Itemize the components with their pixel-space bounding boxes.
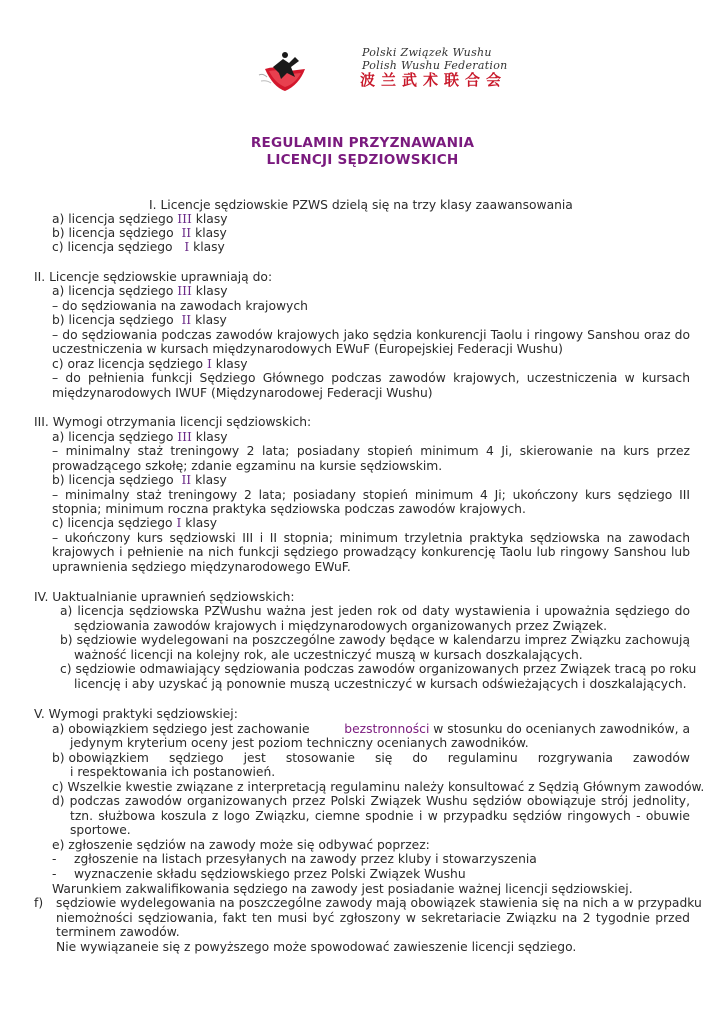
section-1-item-b: b) licencja sędziego II klasy: [52, 226, 227, 240]
section-3-item-c-desc-3: uprawnienia sędziego międzynarodowego EWuF.: [52, 560, 351, 574]
section-5-item-b-1: [52, 751, 690, 766]
section-5-item-f-label: f): [34, 896, 44, 910]
section-5-heading: V. Wymogi praktyki sędziowskiej:: [34, 707, 238, 721]
section-2-item-c-desc-2: międzynarodowych IWUF (Międzynarodowej Federacji Wushu): [52, 386, 433, 400]
section-4-item-c-2: licencję i aby uzyskać ją ponownie muszą uczestniczyć w kursach odświeżających i doszkalających.: [74, 677, 687, 691]
org-name-chinese: 波兰武术联合会: [360, 71, 508, 89]
section-5-item-e-note: Warunkiem zakwalifikowania sędziego na zawody jest posiadanie ważnej licencji sędziowskiej.: [52, 882, 633, 896]
section-3-item-c-desc-2: krajowych i pełnienie na nich funkcji sędziego prowadzący konkurencję Taolu lub ringowy Sanshou lub: [52, 545, 690, 559]
section-5-item-d-1: d) podczas zawodów organizowanych przez Polski Związek Wushu sędziów obowiązuje strój jednolity,: [52, 794, 690, 808]
section-4-heading: IV. Uaktualnianie uprawnień sędziowskich:: [34, 590, 295, 604]
section-4-item-b-1: b) sędziowie wydelegowani na poszczególne zawody będące w kalendarzu imprez Związku zachowują: [60, 633, 690, 647]
section-3-item-a: a) licencja sędziego III klasy: [52, 430, 228, 444]
section-5-item-b-1-word: b) obowiązkiem: [52, 751, 149, 765]
section-5-item-b-1-word: do: [412, 751, 428, 765]
section-3-item-b: b) licencja sędziego II klasy: [52, 473, 227, 487]
section-5-item-e-bullet-1: zgłoszenie na listach przesyłanych na zawody przez kluby i stowarzyszenia: [74, 852, 537, 866]
section-2-item-c-desc-1: – do pełnienia funkcji Sędziego Głównego podczas zawodów krajowych, uczestniczenia w kursach: [52, 371, 690, 385]
section-1-item-a: a) licencja sędziego III klasy: [52, 212, 228, 226]
section-2-item-a-desc: – do sędziowania na zawodach krajowych: [52, 299, 308, 313]
section-5-item-f-3: terminem zawodów.: [56, 925, 180, 939]
section-5-item-c: c) Wszelkie kwestie związane z interpretacją regulaminu należy konsultować z Sędzią Głównym zawodów.: [52, 780, 705, 794]
section-2-item-c: c) oraz licencja sędziego I klasy: [52, 357, 248, 371]
section-3-item-a-desc-2: prowadzącego szkołę; zdanie egzaminu na kursie sędziowskim.: [52, 459, 443, 473]
section-5-item-e-bullet-1-dash: -: [52, 852, 57, 866]
page-title-line-2: LICENCJI SĘDZIOWSKICH: [266, 152, 459, 168]
section-3-item-b-desc-1: – minimalny staż treningowy 2 lata; posiadany stopień minimum 4 Ji; ukończony kurs sędziego III: [52, 488, 690, 502]
section-5-item-b-1-word: się: [374, 751, 393, 765]
section-5-item-a-1: a) obowiązkiem sędziego jest zachowanie bezstronności w stosunku do ocenianych zawodników, a: [52, 722, 690, 736]
section-5-item-e: e) zgłoszenie sędziów na zawody może się odbywać poprzez:: [52, 838, 430, 852]
section-3-item-a-desc-1: – minimalny staż treningowy 2 lata; posiadany stopień minimum 4 Ji, skierowanie na kurs przez: [52, 444, 690, 458]
section-1-heading: I. Licencje sędziowskie PZWS dzielą się na trzy klasy zaawansowania: [149, 198, 573, 212]
section-3-heading: III. Wymogi otrzymania licencji sędziowskich:: [34, 415, 312, 429]
section-5-item-b-2: i respektowania ich postanowień.: [70, 765, 276, 779]
section-2-item-b-desc-1: – do sędziowania podczas zawodów krajowych jako sędzia konkurencji Taolu i ringowy Sanshou oraz do: [52, 328, 690, 342]
section-5-item-e-bullet-2-dash: -: [52, 867, 57, 881]
section-5-item-e-bullet-2: wyznaczenie składu sędziowskiego przez Polski Związek Wushu: [74, 867, 466, 881]
section-5-item-b-1-word: rozgrywania: [537, 751, 613, 765]
org-name-polish: Polski Związek Wushu: [362, 46, 492, 59]
section-5-item-f-4: Nie wywiązaneie się z powyższego może spowodować zawieszenie licencji sędziego.: [56, 940, 577, 954]
section-4-item-c-1: c) sędziowie odmawiający sędziowania podczas zawodów organizowanych przez Związek tracą po roku: [60, 662, 697, 676]
section-5-item-b-1-word: regulaminu: [447, 751, 518, 765]
section-5-item-f-2: niemożności sędziowania, fakt ten musi być zgłoszony w sekretariacie Związku na 2 tygodnie przed: [56, 911, 690, 925]
section-5-item-d-3: sportowe.: [70, 823, 131, 837]
section-2-item-b: b) licencja sędziego II klasy: [52, 313, 227, 327]
section-4-item-a-2: sędziowania zawodów krajowych i międzynarodowych organizowanych przez Związek.: [74, 619, 608, 633]
section-5-item-b-1-word: zawodów: [633, 751, 690, 765]
federation-logo: [255, 42, 515, 102]
section-3-item-b-desc-2: stopnia; minimum roczna praktyka sędziowska podczas zawodów krajowych.: [52, 502, 526, 516]
section-4-item-a-1: a) licencja sędziowska PZWushu ważna jest jeden rok od daty wystawienia i upoważnia sędziego do: [60, 604, 690, 618]
section-3-item-c: c) licencja sędziego I klasy: [52, 516, 218, 530]
section-2-heading: II. Licencje sędziowskie uprawniają do:: [34, 270, 273, 284]
section-4-item-b-2: ważność licencji na kolejny rok, ale uczestniczyć muszą w kursach doszkalających.: [74, 648, 583, 662]
section-3-item-c-desc-1: – ukończony kurs sędziowski III i II stopnia; minimum trzyletnia praktyka sędziowska na zawodach: [52, 531, 690, 545]
wushu-fighter-logo-icon: [255, 47, 311, 95]
section-5-item-b-1-word: jest: [243, 751, 266, 765]
org-name-english: Polish Wushu Federation: [362, 59, 508, 72]
section-5-item-f-1: sędziowie wydelegowania na poszczególne zawody mają obowiązek stawienia się na nich a w przypadku: [56, 896, 702, 910]
section-2-item-b-desc-2: uczestniczenia w kursach międzynarodowych EWuF (Europejskiej Federacji Wushu): [52, 342, 563, 356]
section-5-item-a-2: jedynym kryterium oceny jest poziom techniczny ocenianych zawodników.: [70, 736, 529, 750]
section-1-item-c: c) licencja sędziego I klasy: [52, 240, 225, 254]
section-2-item-a: a) licencja sędziego III klasy: [52, 284, 228, 298]
page-title-line-1: REGULAMIN PRZYZNAWANIA: [250, 135, 475, 151]
section-5-item-b-1-word: stosowanie: [285, 751, 355, 765]
section-5-item-d-2: tzn. służbowa koszula z logo Związku, ciemne spodnie i w przypadku sędziów ringowych - obuwie: [70, 809, 690, 823]
section-5-item-b-1-word: sędziego: [168, 751, 224, 765]
